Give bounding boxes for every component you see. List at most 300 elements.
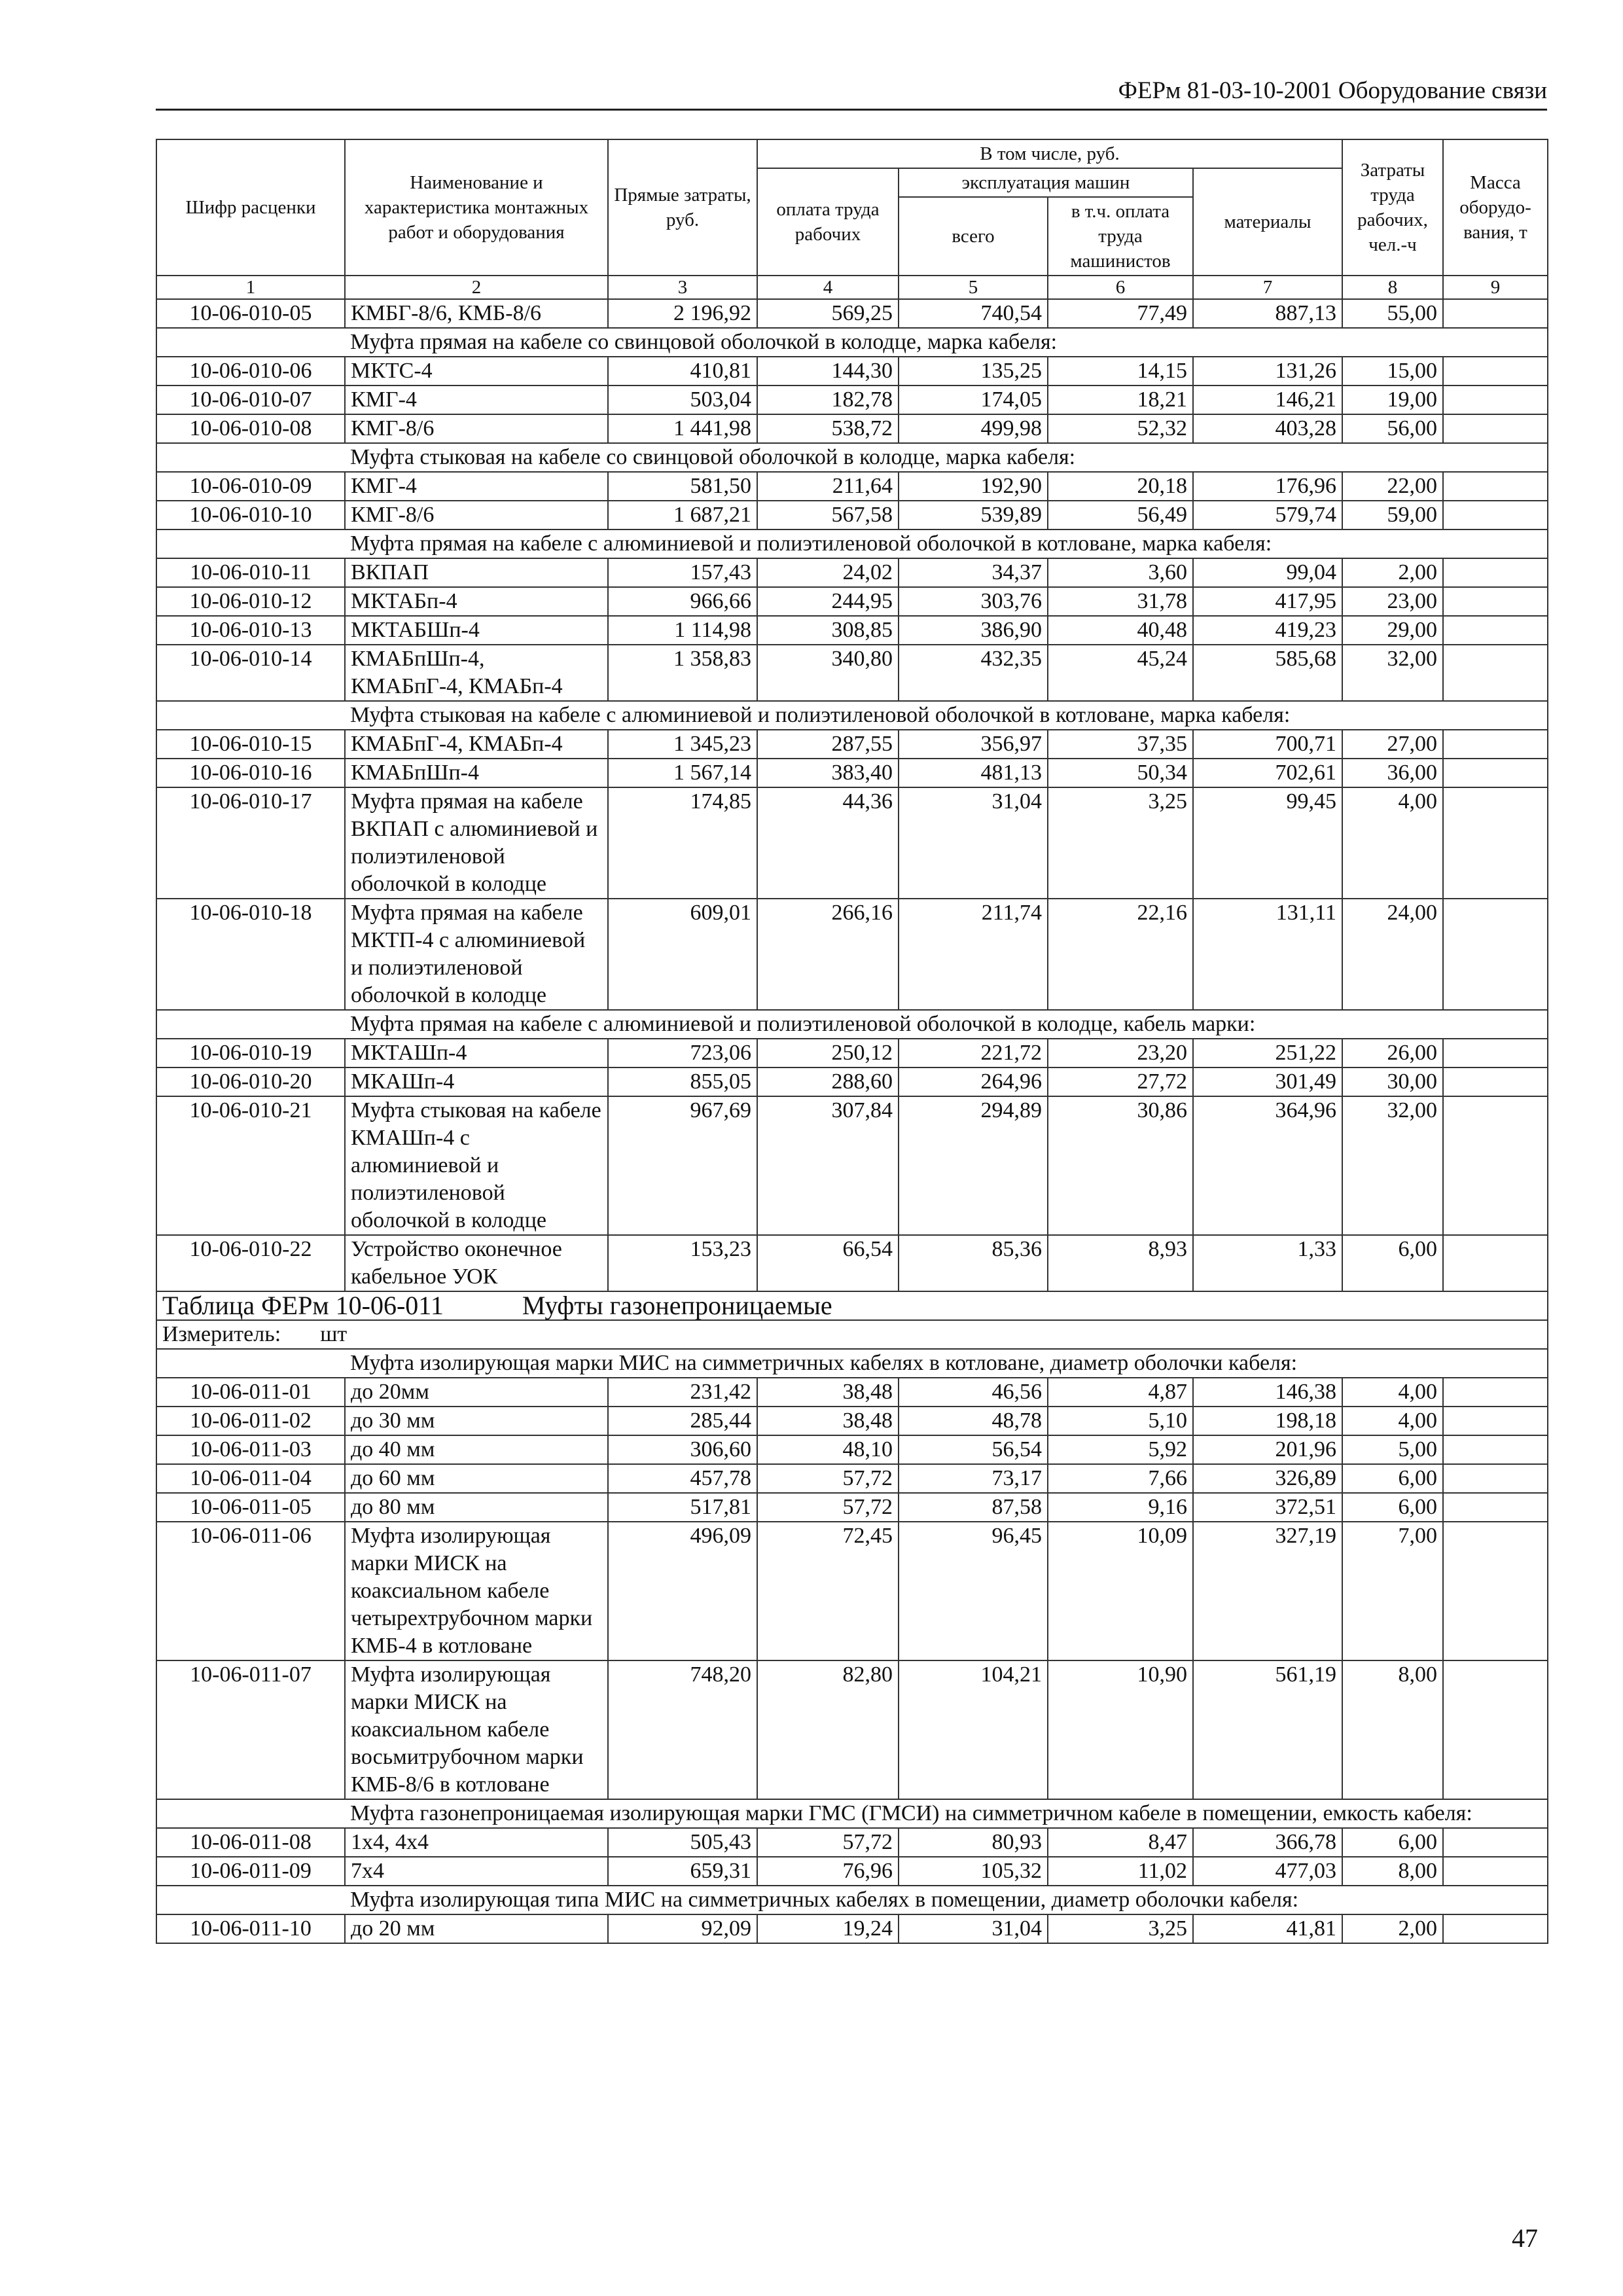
labor-pay: 144,30 — [757, 357, 899, 386]
equipment-mass — [1443, 1435, 1548, 1464]
direct-costs: 457,78 — [608, 1464, 757, 1493]
machinists-pay: 3,25 — [1048, 787, 1193, 899]
labor-hours: 27,00 — [1342, 730, 1443, 759]
machinists-pay: 30,86 — [1048, 1096, 1193, 1235]
machinists-pay: 27,72 — [1048, 1067, 1193, 1096]
machines-total: 46,56 — [899, 1378, 1048, 1407]
labor-pay: 244,95 — [757, 587, 899, 616]
work-name: Муфта изолирующая марки МИСК на коаксиальном кабеле четырехтрубочном марки КМБ-4 в котловане — [345, 1522, 608, 1660]
materials-cost: 477,03 — [1193, 1857, 1342, 1886]
work-name: до 20 мм — [345, 1914, 608, 1943]
table-row — [156, 1857, 1548, 1886]
labor-hours: 22,00 — [1342, 472, 1443, 501]
rate-code: 10-06-010-05 — [156, 299, 345, 328]
table-row — [156, 357, 1548, 386]
table-row — [156, 1235, 1548, 1291]
labor-hours: 56,00 — [1342, 414, 1443, 443]
labor-hours: 8,00 — [1342, 1660, 1443, 1799]
machinists-pay: 52,32 — [1048, 414, 1193, 443]
materials-cost: 1,33 — [1193, 1235, 1342, 1291]
section-spacer — [156, 1799, 345, 1828]
direct-costs: 174,85 — [608, 787, 757, 899]
direct-costs: 231,42 — [608, 1378, 757, 1407]
column-number: 7 — [1193, 276, 1342, 299]
materials-cost: 366,78 — [1193, 1828, 1342, 1857]
materials-cost: 403,28 — [1193, 414, 1342, 443]
materials-cost: 146,38 — [1193, 1378, 1342, 1407]
machines-total: 499,98 — [899, 414, 1048, 443]
rate-code: 10-06-011-02 — [156, 1407, 345, 1435]
labor-pay: 211,64 — [757, 472, 899, 501]
rate-code: 10-06-010-06 — [156, 357, 345, 386]
work-name: КМБГ-8/6, КМБ-8/6 — [345, 299, 608, 328]
rate-code: 10-06-010-18 — [156, 899, 345, 1010]
rate-code: 10-06-011-07 — [156, 1660, 345, 1799]
work-name: 7х4 — [345, 1857, 608, 1886]
equipment-mass — [1443, 558, 1548, 587]
materials-cost: 146,21 — [1193, 386, 1342, 414]
machinists-pay: 56,49 — [1048, 501, 1193, 529]
section-spacer — [156, 1010, 345, 1039]
machinists-pay: 9,16 — [1048, 1493, 1193, 1522]
section-row — [156, 529, 1548, 558]
section-heading: Муфта прямая на кабеле с алюминиевой и полиэтиленовой оболочкой в котловане, марка кабеля: — [345, 529, 1548, 558]
labor-pay: 44,36 — [757, 787, 899, 899]
direct-costs: 1 441,98 — [608, 414, 757, 443]
table-row — [156, 616, 1548, 645]
rate-code: 10-06-011-05 — [156, 1493, 345, 1522]
table-name: Муфты газонепроницаемые — [522, 1291, 832, 1320]
section-spacer — [156, 529, 345, 558]
direct-costs: 659,31 — [608, 1857, 757, 1886]
machinists-pay: 3,60 — [1048, 558, 1193, 587]
machinists-pay: 40,48 — [1048, 616, 1193, 645]
rates-table — [156, 139, 1548, 1944]
labor-hours: 7,00 — [1342, 1522, 1443, 1660]
section-row — [156, 1799, 1548, 1828]
machinists-pay: 77,49 — [1048, 299, 1193, 328]
table-title-row — [156, 1291, 1548, 1320]
direct-costs: 517,81 — [608, 1493, 757, 1522]
equipment-mass — [1443, 386, 1548, 414]
machines-total: 104,21 — [899, 1660, 1048, 1799]
materials-cost: 131,26 — [1193, 357, 1342, 386]
table-row — [156, 1435, 1548, 1464]
labor-hours: 23,00 — [1342, 587, 1443, 616]
labor-hours: 4,00 — [1342, 1378, 1443, 1407]
table-row — [156, 1407, 1548, 1435]
equipment-mass — [1443, 899, 1548, 1010]
labor-pay: 250,12 — [757, 1039, 899, 1067]
direct-costs: 723,06 — [608, 1039, 757, 1067]
equipment-mass — [1443, 587, 1548, 616]
section-row — [156, 1886, 1548, 1914]
machines-total: 303,76 — [899, 587, 1048, 616]
column-number: 1 — [156, 276, 345, 299]
materials-cost: 417,95 — [1193, 587, 1342, 616]
col-name-header: Наименование и характеристика монтажных работ и оборудования — [345, 139, 608, 276]
rate-code: 10-06-010-17 — [156, 787, 345, 899]
labor-hours: 29,00 — [1342, 616, 1443, 645]
table-row — [156, 472, 1548, 501]
labor-hours: 59,00 — [1342, 501, 1443, 529]
labor-hours: 2,00 — [1342, 558, 1443, 587]
labor-hours: 32,00 — [1342, 1096, 1443, 1235]
labor-pay: 340,80 — [757, 645, 899, 701]
direct-costs: 609,01 — [608, 899, 757, 1010]
labor-pay: 287,55 — [757, 730, 899, 759]
table-row — [156, 1464, 1548, 1493]
direct-costs: 157,43 — [608, 558, 757, 587]
labor-hours: 26,00 — [1342, 1039, 1443, 1067]
direct-costs: 1 687,21 — [608, 501, 757, 529]
rate-code: 10-06-011-06 — [156, 1522, 345, 1660]
rate-code: 10-06-011-03 — [156, 1435, 345, 1464]
rate-code: 10-06-011-04 — [156, 1464, 345, 1493]
col-machinists-header: в т.ч. оплата труда машинистов — [1048, 197, 1193, 276]
machinists-pay: 4,87 — [1048, 1378, 1193, 1407]
table-row — [156, 1522, 1548, 1660]
direct-costs: 496,09 — [608, 1522, 757, 1660]
materials-cost: 372,51 — [1193, 1493, 1342, 1522]
rate-code: 10-06-010-19 — [156, 1039, 345, 1067]
rate-code: 10-06-011-09 — [156, 1857, 345, 1886]
page-number: 47 — [1512, 2223, 1538, 2253]
labor-hours: 19,00 — [1342, 386, 1443, 414]
rate-code: 10-06-011-08 — [156, 1828, 345, 1857]
materials-cost: 327,19 — [1193, 1522, 1342, 1660]
machines-total: 174,05 — [899, 386, 1048, 414]
table-row — [156, 558, 1548, 587]
machinists-pay: 20,18 — [1048, 472, 1193, 501]
column-number: 4 — [757, 276, 899, 299]
direct-costs: 306,60 — [608, 1435, 757, 1464]
equipment-mass — [1443, 1407, 1548, 1435]
section-heading: Муфта изолирующая марки МИС на симметричных кабелях в котловане, диаметр оболочки кабеля: — [345, 1349, 1548, 1378]
equipment-mass — [1443, 645, 1548, 701]
table-row — [156, 787, 1548, 899]
direct-costs: 92,09 — [608, 1914, 757, 1943]
table-row — [156, 759, 1548, 787]
rate-code: 10-06-010-15 — [156, 730, 345, 759]
labor-hours: 24,00 — [1342, 899, 1443, 1010]
machinists-pay: 23,20 — [1048, 1039, 1193, 1067]
measure-row — [156, 1320, 1548, 1349]
machines-total: 80,93 — [899, 1828, 1048, 1857]
machines-total: 31,04 — [899, 1914, 1048, 1943]
labor-pay: 38,48 — [757, 1378, 899, 1407]
labor-hours: 6,00 — [1342, 1493, 1443, 1522]
section-spacer — [156, 701, 345, 730]
equipment-mass — [1443, 501, 1548, 529]
work-name: до 60 мм — [345, 1464, 608, 1493]
col-direct-header: Прямые затраты, руб. — [608, 139, 757, 276]
equipment-mass — [1443, 1660, 1548, 1799]
rate-code: 10-06-010-21 — [156, 1096, 345, 1235]
equipment-mass — [1443, 1914, 1548, 1943]
machinists-pay: 3,25 — [1048, 1914, 1193, 1943]
work-name: МКТС-4 — [345, 357, 608, 386]
work-name: Муфта стыковая на кабеле КМАШп-4 с алюминиевой и полиэтиленовой оболочкой в колодце — [345, 1096, 608, 1235]
rate-code: 10-06-010-14 — [156, 645, 345, 701]
column-number: 9 — [1443, 276, 1548, 299]
labor-pay: 19,24 — [757, 1914, 899, 1943]
work-name: КМГ-8/6 — [345, 501, 608, 529]
col-incl-header: В том числе, руб. — [757, 139, 1342, 168]
machinists-pay: 37,35 — [1048, 730, 1193, 759]
direct-costs: 748,20 — [608, 1660, 757, 1799]
work-name: КМГ-4 — [345, 386, 608, 414]
rate-code: 10-06-010-10 — [156, 501, 345, 529]
labor-pay: 82,80 — [757, 1660, 899, 1799]
direct-costs: 2 196,92 — [608, 299, 757, 328]
table-row — [156, 1039, 1548, 1067]
section-row — [156, 1349, 1548, 1378]
labor-pay: 66,54 — [757, 1235, 899, 1291]
equipment-mass — [1443, 1067, 1548, 1096]
work-name: КМГ-4 — [345, 472, 608, 501]
equipment-mass — [1443, 730, 1548, 759]
equipment-mass — [1443, 759, 1548, 787]
column-number: 3 — [608, 276, 757, 299]
machinists-pay: 5,92 — [1048, 1435, 1193, 1464]
work-name: КМАБпШп-4 — [345, 759, 608, 787]
equipment-mass — [1443, 472, 1548, 501]
table-row — [156, 1378, 1548, 1407]
table-row — [156, 899, 1548, 1010]
section-heading: Муфта прямая на кабеле со свинцовой оболочкой в колодце, марка кабеля: — [345, 328, 1548, 357]
equipment-mass — [1443, 1493, 1548, 1522]
measure-label: Измеритель: — [162, 1322, 281, 1346]
machines-total: 192,90 — [899, 472, 1048, 501]
page-header — [156, 73, 1547, 111]
direct-costs: 967,69 — [608, 1096, 757, 1235]
machinists-pay: 8,47 — [1048, 1828, 1193, 1857]
machines-total: 539,89 — [899, 501, 1048, 529]
work-name: МКТАБШп-4 — [345, 616, 608, 645]
machines-total: 34,37 — [899, 558, 1048, 587]
materials-cost: 41,81 — [1193, 1914, 1342, 1943]
col-labor-header: оплата труда рабочих — [757, 168, 899, 276]
direct-costs: 966,66 — [608, 587, 757, 616]
machines-total: 73,17 — [899, 1464, 1048, 1493]
direct-costs: 1 345,23 — [608, 730, 757, 759]
machinists-pay: 7,66 — [1048, 1464, 1193, 1493]
machinists-pay: 31,78 — [1048, 587, 1193, 616]
equipment-mass — [1443, 357, 1548, 386]
materials-cost: 301,49 — [1193, 1067, 1342, 1096]
col-machines-header: эксплуатация машин — [899, 168, 1193, 197]
machinists-pay: 11,02 — [1048, 1857, 1193, 1886]
table-row — [156, 1828, 1548, 1857]
section-spacer — [156, 1349, 345, 1378]
rate-code: 10-06-010-12 — [156, 587, 345, 616]
labor-pay: 307,84 — [757, 1096, 899, 1235]
work-name: Муфта прямая на кабеле ВКПАП с алюминиевой и полиэтиленовой оболочкой в колодце — [345, 787, 608, 899]
equipment-mass — [1443, 1235, 1548, 1291]
labor-pay: 182,78 — [757, 386, 899, 414]
column-number: 8 — [1342, 276, 1443, 299]
table-row — [156, 1660, 1548, 1799]
materials-cost: 561,19 — [1193, 1660, 1342, 1799]
machinists-pay: 10,90 — [1048, 1660, 1193, 1799]
table-row — [156, 645, 1548, 701]
rate-code: 10-06-010-13 — [156, 616, 345, 645]
labor-pay: 57,72 — [757, 1464, 899, 1493]
col-hours-header: Затраты труда рабочих, чел.-ч — [1342, 139, 1443, 276]
labor-pay: 38,48 — [757, 1407, 899, 1435]
table-row — [156, 299, 1548, 328]
direct-costs: 410,81 — [608, 357, 757, 386]
equipment-mass — [1443, 1464, 1548, 1493]
direct-costs: 855,05 — [608, 1067, 757, 1096]
equipment-mass — [1443, 1378, 1548, 1407]
machinists-pay: 14,15 — [1048, 357, 1193, 386]
work-name: МКТАБп-4 — [345, 587, 608, 616]
materials-cost: 201,96 — [1193, 1435, 1342, 1464]
machines-total: 432,35 — [899, 645, 1048, 701]
direct-costs: 581,50 — [608, 472, 757, 501]
machines-total: 87,58 — [899, 1493, 1048, 1522]
work-name: ВКПАП — [345, 558, 608, 587]
labor-pay: 567,58 — [757, 501, 899, 529]
work-name: МКТАШп-4 — [345, 1039, 608, 1067]
table-head — [156, 139, 1548, 299]
labor-pay: 308,85 — [757, 616, 899, 645]
labor-hours: 6,00 — [1342, 1464, 1443, 1493]
header-title: ФЕРм 81-03-10-2001 Оборудование связи — [1118, 77, 1547, 104]
labor-hours: 6,00 — [1342, 1235, 1443, 1291]
rate-code: 10-06-010-11 — [156, 558, 345, 587]
equipment-mass — [1443, 299, 1548, 328]
machines-total: 48,78 — [899, 1407, 1048, 1435]
materials-cost: 579,74 — [1193, 501, 1342, 529]
work-name: Муфта изолирующая марки МИСК на коаксиальном кабеле восьмитрубочном марки КМБ-8/6 в котловане — [345, 1660, 608, 1799]
table-row — [156, 501, 1548, 529]
direct-costs: 505,43 — [608, 1828, 757, 1857]
equipment-mass — [1443, 1039, 1548, 1067]
machines-total: 85,36 — [899, 1235, 1048, 1291]
labor-pay: 538,72 — [757, 414, 899, 443]
work-name: Устройство оконечное кабельное УОК — [345, 1235, 608, 1291]
measure — [156, 1320, 1548, 1349]
table-row — [156, 587, 1548, 616]
labor-pay: 57,72 — [757, 1493, 899, 1522]
work-name: МКАШп-4 — [345, 1067, 608, 1096]
table-code: Таблица ФЕРм 10-06-011 — [162, 1291, 444, 1320]
col-mass-header: Масса оборудо-вания, т — [1443, 139, 1548, 276]
labor-pay: 383,40 — [757, 759, 899, 787]
machines-total: 56,54 — [899, 1435, 1048, 1464]
direct-costs: 1 114,98 — [608, 616, 757, 645]
machines-total: 386,90 — [899, 616, 1048, 645]
col-total-header: всего — [899, 197, 1048, 276]
equipment-mass — [1443, 1096, 1548, 1235]
labor-hours: 4,00 — [1342, 1407, 1443, 1435]
work-name: КМАБпГ-4, КМАБп-4 — [345, 730, 608, 759]
labor-hours: 4,00 — [1342, 787, 1443, 899]
machinists-pay: 45,24 — [1048, 645, 1193, 701]
machinists-pay: 8,93 — [1048, 1235, 1193, 1291]
machines-total: 135,25 — [899, 357, 1048, 386]
section-row — [156, 443, 1548, 472]
machines-total: 356,97 — [899, 730, 1048, 759]
column-numbers-row — [156, 276, 1548, 299]
work-name: до 80 мм — [345, 1493, 608, 1522]
materials-cost: 702,61 — [1193, 759, 1342, 787]
direct-costs: 1 567,14 — [608, 759, 757, 787]
section-row — [156, 1010, 1548, 1039]
section-heading: Муфта стыковая на кабеле со свинцовой оболочкой в колодце, марка кабеля: — [345, 443, 1548, 472]
equipment-mass — [1443, 414, 1548, 443]
rate-code: 10-06-010-07 — [156, 386, 345, 414]
section-row — [156, 328, 1548, 357]
labor-hours: 32,00 — [1342, 645, 1443, 701]
machines-total: 481,13 — [899, 759, 1048, 787]
labor-hours: 36,00 — [1342, 759, 1443, 787]
rate-code: 10-06-010-08 — [156, 414, 345, 443]
table-row — [156, 386, 1548, 414]
equipment-mass — [1443, 1828, 1548, 1857]
labor-pay: 76,96 — [757, 1857, 899, 1886]
labor-pay: 48,10 — [757, 1435, 899, 1464]
table-row — [156, 1914, 1548, 1943]
labor-pay: 569,25 — [757, 299, 899, 328]
machines-total: 221,72 — [899, 1039, 1048, 1067]
materials-cost: 99,04 — [1193, 558, 1342, 587]
work-name: до 40 мм — [345, 1435, 608, 1464]
measure-unit: шт — [320, 1322, 348, 1346]
materials-cost: 700,71 — [1193, 730, 1342, 759]
direct-costs: 503,04 — [608, 386, 757, 414]
materials-cost: 887,13 — [1193, 299, 1342, 328]
materials-cost: 251,22 — [1193, 1039, 1342, 1067]
materials-cost: 585,68 — [1193, 645, 1342, 701]
machinists-pay: 5,10 — [1048, 1407, 1193, 1435]
materials-cost: 131,11 — [1193, 899, 1342, 1010]
table-row — [156, 1067, 1548, 1096]
col-code-header: Шифр расценки — [156, 139, 345, 276]
materials-cost: 419,23 — [1193, 616, 1342, 645]
labor-pay: 24,02 — [757, 558, 899, 587]
labor-hours: 30,00 — [1342, 1067, 1443, 1096]
machines-total: 105,32 — [899, 1857, 1048, 1886]
materials-cost: 364,96 — [1193, 1096, 1342, 1235]
rate-code: 10-06-010-22 — [156, 1235, 345, 1291]
machines-total: 96,45 — [899, 1522, 1048, 1660]
equipment-mass — [1443, 1857, 1548, 1886]
section-heading: Муфта газонепроницаемая изолирующая марки ГМС (ГМСИ) на симметричном кабеле в помещении, емкость кабеля: — [345, 1799, 1548, 1828]
work-name: до 20мм — [345, 1378, 608, 1407]
equipment-mass — [1443, 1522, 1548, 1660]
column-number: 6 — [1048, 276, 1193, 299]
materials-cost: 176,96 — [1193, 472, 1342, 501]
col-materials-header: материалы — [1193, 168, 1342, 276]
table-row — [156, 1096, 1548, 1235]
rate-code: 10-06-011-01 — [156, 1378, 345, 1407]
machines-total: 264,96 — [899, 1067, 1048, 1096]
machinists-pay: 18,21 — [1048, 386, 1193, 414]
direct-costs: 153,23 — [608, 1235, 757, 1291]
rate-code: 10-06-011-10 — [156, 1914, 345, 1943]
labor-hours: 5,00 — [1342, 1435, 1443, 1464]
labor-hours: 2,00 — [1342, 1914, 1443, 1943]
labor-hours: 15,00 — [1342, 357, 1443, 386]
section-heading: Муфта изолирующая типа МИС на симметричных кабелях в помещении, диаметр оболочки кабеля: — [345, 1886, 1548, 1914]
labor-hours: 55,00 — [1342, 299, 1443, 328]
labor-hours: 6,00 — [1342, 1828, 1443, 1857]
materials-cost: 198,18 — [1193, 1407, 1342, 1435]
